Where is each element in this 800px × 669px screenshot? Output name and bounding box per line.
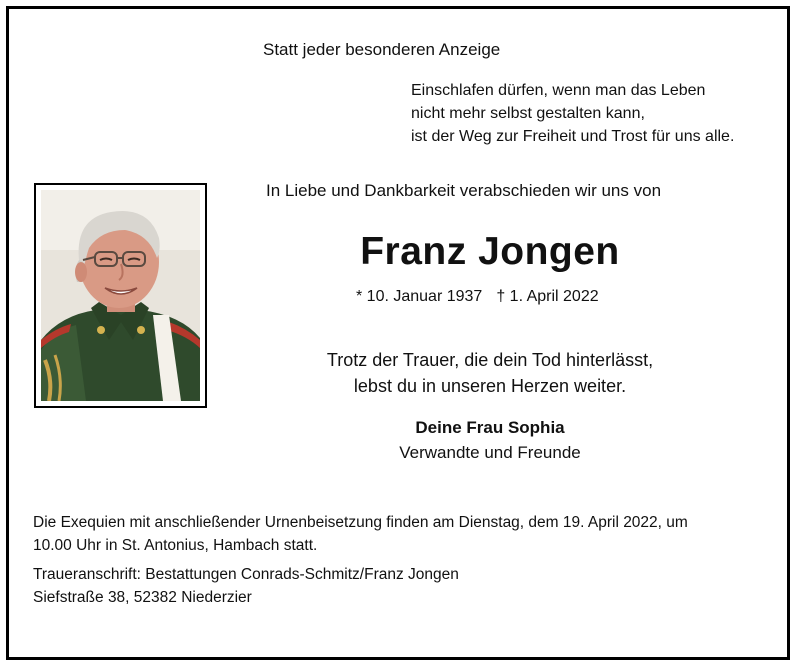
quote-line: ist der Weg zur Freiheit und Trost für uns alle.	[411, 128, 735, 145]
address-line: Siefstraße 38, 52382 Niederzier	[33, 589, 252, 606]
life-dates	[356, 288, 599, 306]
signature-others: Verwandte und Freunde	[399, 443, 581, 462]
mourning-address	[33, 563, 459, 609]
birth-date: * 10. Januar 1937	[356, 288, 483, 305]
deceased-name: Franz Jongen	[360, 230, 620, 273]
death-date: † 1. April 2022	[496, 288, 599, 305]
address-line: Traueranschrift: Bestattungen Conrads-Schmitz/Franz Jongen	[33, 566, 459, 583]
service-line: Die Exequien mit anschließender Urnenbeisetzung finden am Dienstag, dem 19. April 2022, um	[33, 514, 688, 531]
signature-main: Deine Frau Sophia	[415, 418, 565, 437]
verse-line: Trotz der Trauer, die dein Tod hinterlässt,	[326, 350, 654, 370]
quote-block	[411, 79, 734, 148]
notice-header: Statt jeder besonderen Anzeige	[263, 40, 501, 59]
quote-line: Einschlafen dürfen, wenn man das Leben	[411, 82, 706, 99]
verse-block	[0, 347, 800, 399]
quote-line: nicht mehr selbst gestalten kann,	[411, 105, 645, 122]
service-info	[33, 511, 688, 557]
verse-line: lebst du in unseren Herzen weiter.	[353, 376, 627, 396]
service-line: 10.00 Uhr in St. Antonius, Hambach statt.	[33, 537, 318, 554]
intro-text: In Liebe und Dankbarkeit verabschieden wir uns von	[266, 181, 662, 200]
